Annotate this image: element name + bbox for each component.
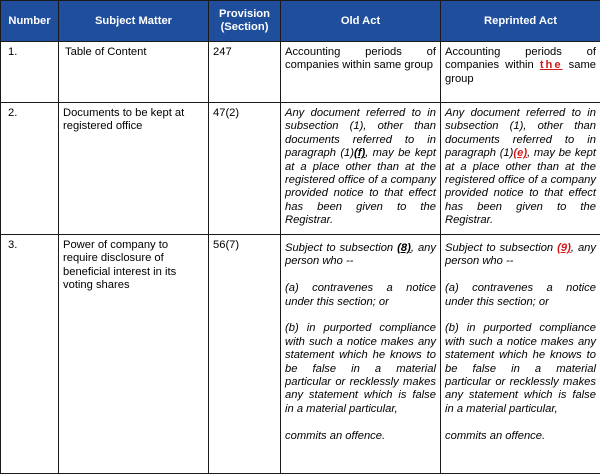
reprinted-intro-text: Subject to subsection [445,242,557,254]
amended-paragraph-reference: (e) [513,147,527,159]
provision-cell: 47(2) [209,103,281,235]
row-number: 2. [1,103,59,235]
reprinted-text-before: Accounting periods of companies within [445,46,596,71]
subject-matter-cell: Table of Content [59,42,209,103]
reprinted-act-cell [441,103,600,235]
reprinted-act-cell [441,42,600,103]
row-number: 1. [1,42,59,103]
subject-matter-cell: Documents to be kept at registered office [59,103,209,235]
reprinted-closing: commits an offence. [445,430,596,443]
subject-matter-cell: Power of company to require disclosure of beneficial interest in its voting shares [59,235,209,474]
table-row [1,42,600,103]
reprinted-text-after: same group [445,59,596,84]
header-subject-matter: Subject Matter [59,1,209,42]
reprinted-paragraph-b: (b) in purported compliance with such a notice makes any statement which he knows to be false in a material particular or recklessly makes any statement which is false in a material particular, [445,322,596,416]
header-row [1,1,600,42]
header-provision: Provision (Section) [209,1,281,42]
old-text-before: Any document referred to in subsection (1), other than documents referred to in paragraph (1) [285,107,436,159]
old-closing: commits an offence. [285,430,436,443]
old-intro-end: , any person who -- [285,242,436,267]
amended-word: the [540,59,563,71]
old-intro-text: Subject to subsection [285,242,397,254]
row-number: 3. [1,235,59,474]
old-subsection-reference: (8) [397,242,411,254]
reprinted-intro-end: , any person who -- [445,242,596,267]
table-row [1,235,600,474]
old-act-cell [281,235,441,474]
amended-subsection-reference: (9) [557,242,571,254]
reprinted-text-after: , may be kept at a place other than at the registered office of a company provided notice to that effect has been given to the Registrar. [445,147,596,226]
old-intro [285,242,436,269]
old-act-cell: Accounting periods of companies within same group [281,42,441,103]
provision-cell: 56(7) [209,235,281,474]
reprinted-paragraph-a: (a) contravenes a notice under this section; or [445,282,596,309]
reprinted-text-before: Any document referred to in subsection (1), other than documents referred to in paragraph (1) [445,107,596,159]
header-number: Number [1,1,59,42]
old-paragraph-reference: (f) [354,147,365,159]
provision-cell: 247 [209,42,281,103]
old-text-after: , may be kept at a place other than at the registered office of a company provided notice to that effect has been given to the Registrar. [285,147,436,226]
reprinted-intro [445,242,596,269]
header-old-act: Old Act [281,1,441,42]
old-paragraph-a: (a) contravenes a notice under this section; or [285,282,436,309]
old-act-cell [281,103,441,235]
header-reprinted-act: Reprinted Act [441,1,600,42]
reprinted-act-cell [441,235,600,474]
old-paragraph-b: (b) in purported compliance with such a notice makes any statement which he knows to be false in a material particular or recklessly makes any statement which is false in a material particular, [285,322,436,416]
table-row [1,103,600,235]
